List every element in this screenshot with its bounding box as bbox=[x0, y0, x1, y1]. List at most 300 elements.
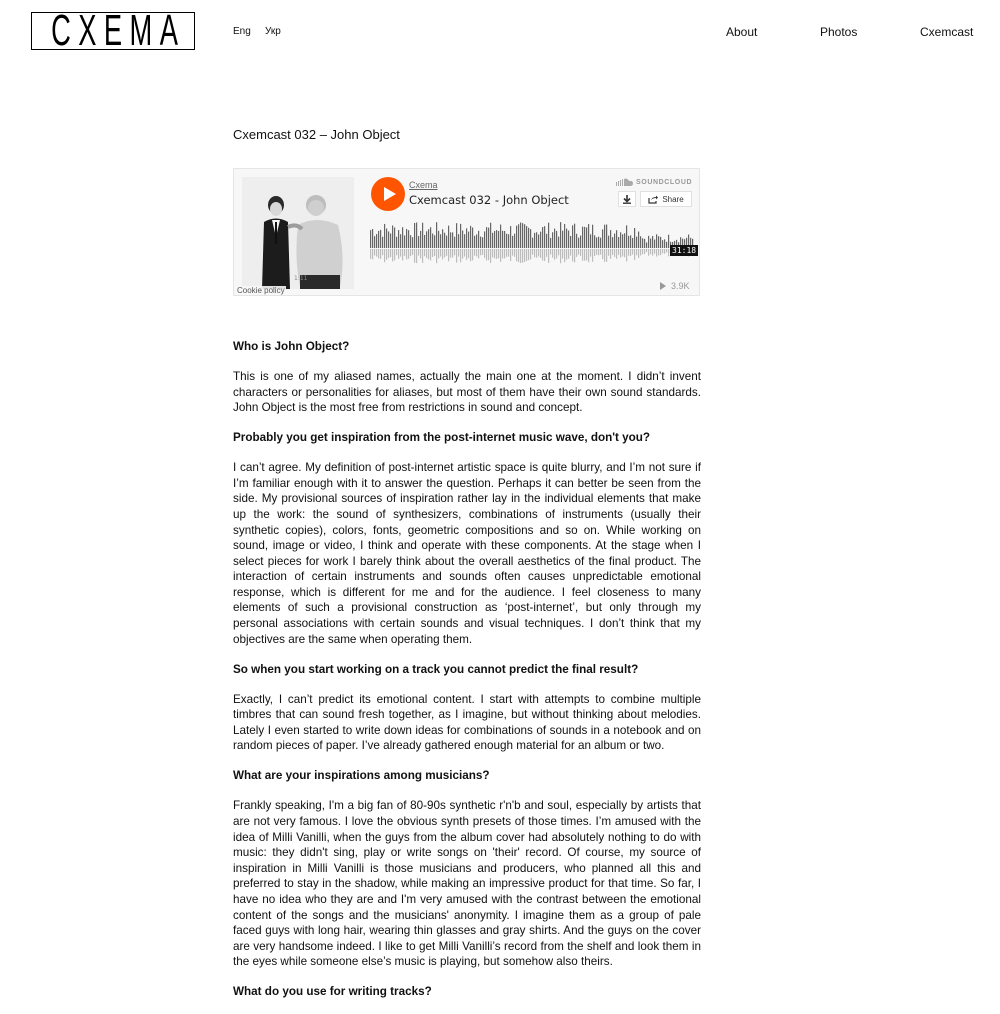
nav-about-link[interactable]: About bbox=[726, 25, 758, 39]
waveform-bar bbox=[624, 233, 625, 248]
interview-question: So when you start working on a track you cannot predict the final result? bbox=[233, 662, 639, 676]
waveform-reflection-bar bbox=[408, 249, 409, 259]
waveform-reflection-bar bbox=[542, 249, 543, 261]
waveform-bar bbox=[384, 224, 385, 248]
waveform-bar bbox=[490, 223, 491, 248]
waveform-bar bbox=[554, 229, 555, 248]
waveform-bar bbox=[486, 227, 487, 248]
waveform-reflection-bar bbox=[574, 249, 575, 262]
waveform-bar bbox=[594, 235, 595, 248]
waveform-reflection-bar bbox=[524, 249, 525, 262]
soundcloud-logo[interactable] bbox=[616, 178, 692, 186]
waveform-bar bbox=[530, 229, 531, 248]
waveform-reflection-bar bbox=[438, 249, 439, 258]
waveform-reflection-bar bbox=[432, 249, 433, 257]
waveform-reflection-bar bbox=[472, 249, 473, 260]
waveform-reflection-bar bbox=[572, 249, 573, 261]
waveform-reflection-bar bbox=[522, 249, 523, 263]
waveform-reflection-bar bbox=[448, 249, 449, 261]
waveform-bar bbox=[462, 230, 463, 248]
waveform-reflection-bar bbox=[644, 249, 645, 254]
waveform-reflection-bar bbox=[454, 249, 455, 255]
waveform-reflection-bar bbox=[564, 249, 565, 262]
waveform-bar bbox=[608, 236, 609, 248]
waveform-bar bbox=[404, 235, 405, 248]
waveform-bar bbox=[454, 237, 455, 248]
waveform-reflection-bar bbox=[618, 249, 619, 255]
waveform-bar bbox=[506, 234, 507, 248]
waveform-reflection-bar bbox=[458, 249, 459, 257]
waveform-bar bbox=[370, 230, 371, 248]
waveform-reflection-bar bbox=[412, 249, 413, 255]
waveform-bar bbox=[528, 228, 529, 248]
waveform-bar bbox=[400, 234, 401, 248]
waveform-bar bbox=[532, 238, 533, 248]
waveform-reflection-bar bbox=[654, 249, 655, 254]
page-title: Cxemcast 032 – John Object bbox=[233, 127, 400, 142]
interview-answer: This is one of my aliased names, actually the main one at the moment. I didn’t invent characters or personalities for aliases, but most of them have their own sound standards. John Object is the most free from restrictions in sound and concept. bbox=[233, 369, 701, 415]
waveform-reflection-bar bbox=[384, 249, 385, 262]
waveform-reflection-bar bbox=[544, 249, 545, 261]
waveform-bar bbox=[408, 230, 409, 248]
waveform-bar bbox=[440, 234, 441, 248]
waveform-reflection-bar bbox=[576, 249, 577, 257]
waveform-reflection-bar bbox=[426, 249, 427, 258]
waveform-reflection-bar bbox=[590, 249, 591, 257]
waveform-bar bbox=[638, 232, 639, 248]
waveform-reflection-bar bbox=[488, 249, 489, 260]
play-count bbox=[660, 281, 690, 291]
waveform-reflection-bar bbox=[424, 249, 425, 256]
waveform-reflection-bar bbox=[420, 249, 421, 258]
waveform-bar bbox=[636, 237, 637, 248]
uploader-link[interactable]: Cxema bbox=[409, 180, 438, 190]
waveform-reflection-bar bbox=[428, 249, 429, 259]
waveform-reflection-bar bbox=[534, 249, 535, 257]
waveform-bar bbox=[512, 236, 513, 248]
waveform-reflection-bar bbox=[634, 249, 635, 260]
waveform-reflection-bar bbox=[666, 249, 667, 252]
waveform-reflection-bar bbox=[526, 249, 527, 261]
waveform-bar bbox=[392, 225, 393, 248]
waveform-bar bbox=[644, 239, 645, 248]
waveform-reflection-bar bbox=[546, 249, 547, 257]
share-label: Share bbox=[662, 194, 684, 204]
waveform-bar bbox=[498, 231, 499, 248]
waveform-bar bbox=[508, 234, 509, 248]
waveform-bar bbox=[388, 231, 389, 248]
waveform-reflection-bar bbox=[614, 249, 615, 257]
waveform-reflection-bar bbox=[580, 249, 581, 256]
waveform-reflection-bar bbox=[410, 249, 411, 256]
waveform-reflection-bar bbox=[380, 249, 381, 259]
waveform-reflection-bar bbox=[592, 249, 593, 262]
waveform-reflection-bar bbox=[516, 249, 517, 261]
waveform-bar bbox=[642, 238, 643, 248]
waveform-bar bbox=[618, 237, 619, 248]
waveform-bar bbox=[550, 238, 551, 248]
waveform-bar bbox=[516, 226, 517, 248]
logo-text: CXEMA bbox=[50, 6, 186, 55]
waveform-reflection-bar bbox=[386, 249, 387, 260]
waveform-reflection-bar bbox=[480, 249, 481, 255]
waveform-reflection-bar bbox=[520, 249, 521, 263]
play-button[interactable] bbox=[371, 177, 405, 211]
waveform-reflection-bar bbox=[562, 249, 563, 259]
waveform-bar bbox=[578, 238, 579, 248]
waveform-bar bbox=[604, 225, 605, 248]
waveform-bar bbox=[476, 234, 477, 248]
waveform-bar bbox=[412, 237, 413, 248]
waveform-reflection-bar bbox=[370, 249, 371, 259]
waveform-bar bbox=[386, 229, 387, 248]
waveform-bar bbox=[372, 229, 373, 248]
waveform-reflection-bar bbox=[582, 249, 583, 261]
waveform-bar bbox=[450, 232, 451, 248]
download-icon bbox=[619, 192, 635, 206]
waveform-bar bbox=[398, 230, 399, 248]
waveform[interactable] bbox=[370, 222, 694, 270]
waveform-reflection-bar bbox=[554, 249, 555, 260]
waveform-reflection-bar bbox=[486, 249, 487, 260]
nav-photos-link[interactable]: Photos bbox=[820, 25, 858, 39]
waveform-reflection-bar bbox=[492, 249, 493, 257]
waveform-reflection-bar bbox=[606, 249, 607, 262]
waveform-bar bbox=[548, 223, 549, 248]
waveform-bar bbox=[612, 237, 613, 248]
nav-cxemcast-link[interactable]: Cxemcast bbox=[920, 25, 974, 39]
waveform-bar bbox=[434, 235, 435, 248]
track-duration: 31:18 bbox=[672, 246, 697, 255]
waveform-bar bbox=[556, 231, 557, 248]
waveform-bar bbox=[632, 238, 633, 248]
waveform-reflection-bar bbox=[514, 249, 515, 257]
waveform-reflection-bar bbox=[378, 249, 379, 258]
waveform-bar bbox=[664, 239, 665, 248]
waveform-reflection-bar bbox=[604, 249, 605, 262]
waveform-reflection-bar bbox=[504, 249, 505, 258]
waveform-bar bbox=[500, 225, 501, 248]
waveform-bar bbox=[444, 233, 445, 248]
waveform-bar bbox=[380, 230, 381, 248]
soundcloud-player bbox=[233, 168, 700, 296]
waveform-reflection-bar bbox=[648, 249, 649, 256]
share-icon bbox=[648, 195, 658, 204]
waveform-reflection-bar bbox=[404, 249, 405, 256]
waveform-bar bbox=[582, 227, 583, 248]
waveform-bar bbox=[640, 236, 641, 248]
waveform-bar bbox=[662, 240, 663, 248]
waveform-bar bbox=[448, 226, 449, 248]
waveform-bar bbox=[376, 234, 377, 248]
waveform-reflection-bar bbox=[612, 249, 613, 255]
waveform-reflection-bar bbox=[392, 249, 393, 261]
waveform-reflection-bar bbox=[444, 249, 445, 257]
waveform-reflection-bar bbox=[382, 249, 383, 255]
waveform-reflection-bar bbox=[518, 249, 519, 262]
waveform-reflection-bar bbox=[496, 249, 497, 259]
waveform-bar bbox=[606, 225, 607, 248]
share-button[interactable] bbox=[640, 191, 692, 207]
waveform-reflection-bar bbox=[570, 249, 571, 256]
waveform-reflection-bar bbox=[398, 249, 399, 259]
waveform-bar bbox=[510, 226, 511, 248]
waveform-reflection-bar bbox=[396, 249, 397, 255]
waveform-reflection-bar bbox=[658, 249, 659, 255]
waveform-bar bbox=[478, 231, 479, 248]
waveform-bar bbox=[590, 234, 591, 248]
interview-question: What do you use for writing tracks? bbox=[233, 985, 432, 999]
waveform-bar bbox=[540, 232, 541, 248]
waveform-bar bbox=[616, 230, 617, 248]
interview-question: Probably you get inspiration from the post-internet music wave, don't you? bbox=[233, 431, 651, 445]
waveform-reflection-bar bbox=[510, 249, 511, 261]
interview-answer: Exactly, I can’t predict its emotional content. I start with attempts to combine multiple timbres that can sound fresh together, as I imagine, but without thinking about melodies. Lately I even started to write down ideas for combinations of sounds in a notebook and on random pieces of paper. I’ve already gathered enough material for an album or two. bbox=[233, 692, 701, 753]
waveform-bar bbox=[464, 234, 465, 248]
waveform-reflection-bar bbox=[588, 249, 589, 262]
waveform-reflection-bar bbox=[508, 249, 509, 257]
waveform-bar bbox=[584, 227, 585, 248]
waveform-bar bbox=[658, 236, 659, 248]
waveform-reflection-bar bbox=[568, 249, 569, 259]
waveform-bar bbox=[564, 224, 565, 248]
waveform-bar bbox=[410, 235, 411, 248]
waveform-bar bbox=[488, 228, 489, 248]
waveform-reflection-bar bbox=[610, 249, 611, 259]
waveform-reflection-bar bbox=[470, 249, 471, 261]
waveform-bar bbox=[596, 237, 597, 248]
waveform-reflection-bar bbox=[498, 249, 499, 258]
waveform-reflection-bar bbox=[616, 249, 617, 259]
waveform-bar bbox=[432, 234, 433, 248]
svg-text:1:11: 1:11 bbox=[294, 275, 308, 282]
waveform-reflection-bar bbox=[446, 249, 447, 256]
cookie-policy-link[interactable]: Cookie policy bbox=[237, 286, 285, 295]
waveform-reflection-bar bbox=[550, 249, 551, 255]
waveform-reflection-bar bbox=[500, 249, 501, 262]
waveform-reflection-bar bbox=[388, 249, 389, 258]
waveform-bar bbox=[648, 236, 649, 248]
interview-article bbox=[233, 339, 701, 1014]
track-artwork[interactable] bbox=[242, 177, 354, 289]
waveform-bar bbox=[484, 231, 485, 248]
waveform-bar bbox=[558, 237, 559, 248]
waveform-reflection-bar bbox=[512, 249, 513, 256]
waveform-bar bbox=[494, 231, 495, 248]
waveform-bar bbox=[436, 222, 437, 248]
waveform-bar bbox=[514, 234, 515, 248]
soundcloud-logo-icon bbox=[616, 178, 633, 186]
interview-question: What are your inspirations among musicians? bbox=[233, 769, 490, 783]
waveform-bar bbox=[424, 235, 425, 248]
waveform-bar bbox=[568, 230, 569, 248]
waveform-reflection-bar bbox=[538, 249, 539, 256]
plays-icon bbox=[660, 282, 666, 290]
waveform-reflection-bar bbox=[374, 249, 375, 256]
waveform-reflection-bar bbox=[664, 249, 665, 254]
waveform-bar bbox=[574, 224, 575, 248]
waveform-reflection-bar bbox=[430, 249, 431, 260]
waveform-reflection-bar bbox=[402, 249, 403, 260]
waveform-reflection-bar bbox=[652, 249, 653, 256]
waveform-bar bbox=[572, 225, 573, 248]
waveform-bar bbox=[406, 229, 407, 248]
waveform-bar bbox=[430, 227, 431, 248]
waveform-bar bbox=[396, 237, 397, 248]
waveform-bar bbox=[562, 231, 563, 248]
waveform-bar bbox=[646, 242, 647, 248]
waveform-reflection-bar bbox=[482, 249, 483, 255]
waveform-bar bbox=[502, 231, 503, 248]
waveform-reflection-bar bbox=[536, 249, 537, 258]
waveform-bar bbox=[520, 223, 521, 248]
waveform-bar bbox=[480, 237, 481, 248]
waveform-reflection-bar bbox=[600, 249, 601, 255]
waveform-reflection-bar bbox=[490, 249, 491, 263]
soundcloud-brand-text: SOUNDCLOUD bbox=[636, 178, 693, 186]
play-count-value: 3.9K bbox=[671, 281, 690, 291]
waveform-reflection-bar bbox=[656, 249, 657, 257]
waveform-bar bbox=[526, 226, 527, 248]
waveform-reflection-bar bbox=[494, 249, 495, 258]
waveform-reflection-bar bbox=[608, 249, 609, 256]
site-logo[interactable] bbox=[31, 6, 195, 55]
waveform-reflection-bar bbox=[636, 249, 637, 255]
lang-eng-link[interactable]: Eng bbox=[233, 26, 251, 37]
waveform-bar bbox=[496, 230, 497, 248]
waveform-bar bbox=[544, 226, 545, 248]
interview-answer: Frankly speaking, I'm a big fan of 80-90s synthetic r'n'b and soul, especially by artists that are not very famous. I love the obvious synth presets of those times. I’m amused with the idea of Milli Vanilli, when the guys from the album cover had absolutely nothing to do with music: they didn't sing, play or write songs on 'their' record. Of course, my source of inspiration in Milli Vanilli is those musicians and producers, who planned all this and preferred to stay in the shadow, while making an impressive product for that time. So far, I have no idea who they are and I'm very amused with the contrast between the emotional content of the songs and the musicians' anonymity. I imagine them as a group of pale faced guys with long hair, wearing thin glasses and gray shirts. And the guys on the cover are very handsome indeed. I like to get Milli Vanilli’s record from the shelf and look them in the eyes while someone else’s music is playing, but somehow also theirs. bbox=[233, 799, 701, 969]
waveform-bar bbox=[654, 240, 655, 248]
waveform-reflection-bar bbox=[462, 249, 463, 259]
waveform-bar bbox=[382, 237, 383, 248]
waveform-bar bbox=[468, 232, 469, 248]
waveform-reflection-bar bbox=[460, 249, 461, 262]
waveform-bar bbox=[560, 222, 561, 248]
waveform-reflection-bar bbox=[552, 249, 553, 258]
waveform-reflection-bar bbox=[578, 249, 579, 255]
waveform-bar bbox=[420, 231, 421, 248]
waveform-reflection-bar bbox=[626, 249, 627, 261]
waveform-reflection-bar bbox=[436, 249, 437, 263]
waveform-reflection-bar bbox=[630, 249, 631, 256]
waveform-bar bbox=[460, 224, 461, 248]
waveform-bar bbox=[600, 238, 601, 248]
waveform-bar bbox=[602, 229, 603, 248]
waveform-bar bbox=[628, 236, 629, 248]
waveform-bar bbox=[394, 227, 395, 248]
waveform-reflection-bar bbox=[602, 249, 603, 259]
waveform-bar bbox=[588, 224, 589, 248]
waveform-reflection-bar bbox=[540, 249, 541, 258]
waveform-bar bbox=[566, 229, 567, 248]
waveform-reflection-bar bbox=[560, 249, 561, 263]
waveform-reflection-bar bbox=[468, 249, 469, 258]
waveform-bar bbox=[416, 222, 417, 248]
waveform-reflection-bar bbox=[620, 249, 621, 258]
waveform-bar bbox=[446, 236, 447, 248]
waveform-bar bbox=[426, 231, 427, 248]
waveform-bar bbox=[536, 232, 537, 248]
waveform-reflection-bar bbox=[476, 249, 477, 256]
waveform-reflection-bar bbox=[416, 249, 417, 263]
waveform-bar bbox=[456, 223, 457, 248]
waveform-bar bbox=[390, 233, 391, 248]
waveform-bar bbox=[598, 237, 599, 248]
waveform-reflection-bar bbox=[450, 249, 451, 258]
waveform-bar bbox=[656, 234, 657, 248]
waveform-reflection-bar bbox=[400, 249, 401, 257]
waveform-bar bbox=[522, 223, 523, 248]
waveform-bar bbox=[630, 235, 631, 248]
waveform-bar bbox=[504, 231, 505, 248]
waveform-bar bbox=[378, 231, 379, 248]
waveform-bar bbox=[442, 229, 443, 248]
track-title[interactable]: Cxemcast 032 - John Object bbox=[409, 193, 569, 207]
waveform-reflection-bar bbox=[638, 249, 639, 258]
waveform-bar bbox=[614, 234, 615, 248]
waveform-reflection-bar bbox=[422, 249, 423, 263]
waveform-reflection-bar bbox=[464, 249, 465, 257]
waveform-reflection-bar bbox=[532, 249, 533, 255]
waveform-bar bbox=[610, 230, 611, 248]
waveform-reflection-bar bbox=[632, 249, 633, 255]
waveform-reflection-bar bbox=[406, 249, 407, 259]
waveform-bar bbox=[422, 223, 423, 248]
waveform-bar bbox=[492, 233, 493, 248]
waveform-reflection-bar bbox=[660, 249, 661, 255]
waveform-bar bbox=[620, 232, 621, 248]
waveform-bar bbox=[438, 231, 439, 248]
waveform-reflection-bar bbox=[440, 249, 441, 257]
waveform-bar bbox=[586, 227, 587, 248]
lang-ukr-link[interactable]: Укр bbox=[265, 26, 281, 37]
waveform-bar bbox=[660, 237, 661, 248]
waveform-bar bbox=[452, 232, 453, 248]
waveform-reflection-bar bbox=[376, 249, 377, 257]
waveform-reflection-bar bbox=[394, 249, 395, 260]
waveform-reflection-bar bbox=[596, 249, 597, 255]
waveform-reflection-bar bbox=[528, 249, 529, 260]
waveform-reflection-bar bbox=[650, 249, 651, 254]
waveform-bar bbox=[552, 232, 553, 248]
waveform-bar bbox=[650, 239, 651, 248]
waveform-bar bbox=[418, 236, 419, 248]
waveform-bar bbox=[474, 236, 475, 248]
waveform-bar bbox=[576, 234, 577, 248]
waveform-reflection-bar bbox=[530, 249, 531, 259]
download-button[interactable] bbox=[618, 191, 636, 207]
waveform-reflection-bar bbox=[372, 249, 373, 259]
waveform-reflection-bar bbox=[434, 249, 435, 256]
waveform-bar bbox=[542, 227, 543, 248]
waveform-bar bbox=[458, 234, 459, 248]
waveform-bar bbox=[622, 234, 623, 248]
waveform-bar bbox=[470, 226, 471, 248]
interview-answer: I can’t agree. My definition of post-internet artistic space is quite blurry, and I’m not sure if I’m familiar enough with it to answer the question. Perhaps it can better be seen from the side. My provisional sources of inspiration rather lay in the individual elements that make up the work: the sound of synthesizers, combinations of instruments (usually their synthetic copies), colors, fonts, geometric compositions and so on. While working on sound, image or video, I think and operate with these components. At the stage when I select pieces for work I barely think about the overall aesthetics of the final product. The interaction of certain instruments and sounds often causes unpredictable emotional response, which is different for me and for the audience. I feel closeness to many elements of such a provisional construction as ‘post-internet’, but only through my personal associations with certain sounds and visual techniques. I don’t think that my objectives are the same when operating them. bbox=[233, 461, 701, 646]
waveform-reflection-bar bbox=[478, 249, 479, 258]
waveform-bar bbox=[402, 227, 403, 248]
waveform-reflection-bar bbox=[474, 249, 475, 256]
waveform-reflection-bar bbox=[624, 249, 625, 257]
waveform-bar bbox=[570, 236, 571, 248]
waveform-reflection-bar bbox=[484, 249, 485, 258]
waveform-reflection-bar bbox=[390, 249, 391, 257]
waveform-reflection-bar bbox=[566, 249, 567, 260]
waveform-bar bbox=[534, 233, 535, 248]
waveform-bar bbox=[580, 236, 581, 248]
waveform-bar bbox=[482, 237, 483, 248]
